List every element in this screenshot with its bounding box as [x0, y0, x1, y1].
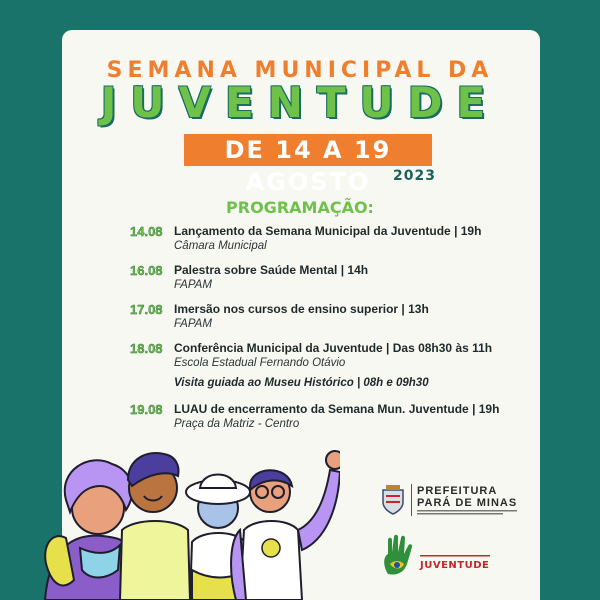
city-crest-icon: [380, 484, 406, 516]
event-name: LUAU de encerramento da Semana Mun. Juventude | 19h: [174, 402, 500, 416]
prefeitura-name-line-1: PREFEITURA: [417, 485, 498, 497]
event-place: FAPAM: [174, 318, 212, 330]
prefeitura-name-line-2: PARÁ DE MINAS: [417, 497, 518, 509]
secretaria-fine-print: [417, 510, 527, 515]
event-name: Imersão nos cursos de ensino superior | 13h: [174, 302, 429, 316]
event-name: Palestra sobre Saúde Mental | 14h: [174, 263, 369, 277]
juventude-wordmark: JUVENTUDE: [420, 560, 490, 571]
event-date: 14.08: [130, 224, 163, 239]
handprint-icon: [380, 534, 416, 578]
logo-divider: [411, 484, 412, 516]
person-raised-fist: [231, 451, 340, 600]
event-date: 19.08: [130, 402, 163, 417]
year-label: 2023: [393, 168, 436, 184]
program-title: PROGRAMAÇÃO:: [226, 198, 374, 217]
title-line-1: SEMANA MUNICIPAL DA: [106, 58, 494, 83]
event-date: 18.08: [130, 341, 163, 356]
title-line-2: JUVENTUDE: [100, 78, 500, 127]
youth-group-illustration: [40, 430, 340, 600]
event-place: Escola Estadual Fernando Otávio: [174, 357, 346, 369]
event-extra: Visita guiada ao Museu Histórico | 08h e 09h30: [174, 377, 429, 389]
event-name: Conferência Municipal da Juventude | Das 08h30 às 11h: [174, 341, 493, 355]
event-place: Câmara Municipal: [174, 240, 267, 252]
event-name: Lançamento da Semana Municipal da Juventude | 19h: [174, 224, 482, 238]
event-date: 16.08: [130, 263, 163, 278]
event-date: 17.08: [130, 302, 163, 317]
date-banner: DE 14 A 19 AGOSTO: [184, 134, 432, 166]
juventude-logo: [380, 534, 510, 584]
event-place: FAPAM: [174, 279, 212, 291]
coordinator-fine-print: [420, 554, 492, 558]
event-place: Praça da Matriz - Centro: [174, 418, 300, 430]
prefeitura-logo: [380, 482, 530, 522]
person-yellow-shirt: [120, 453, 190, 600]
